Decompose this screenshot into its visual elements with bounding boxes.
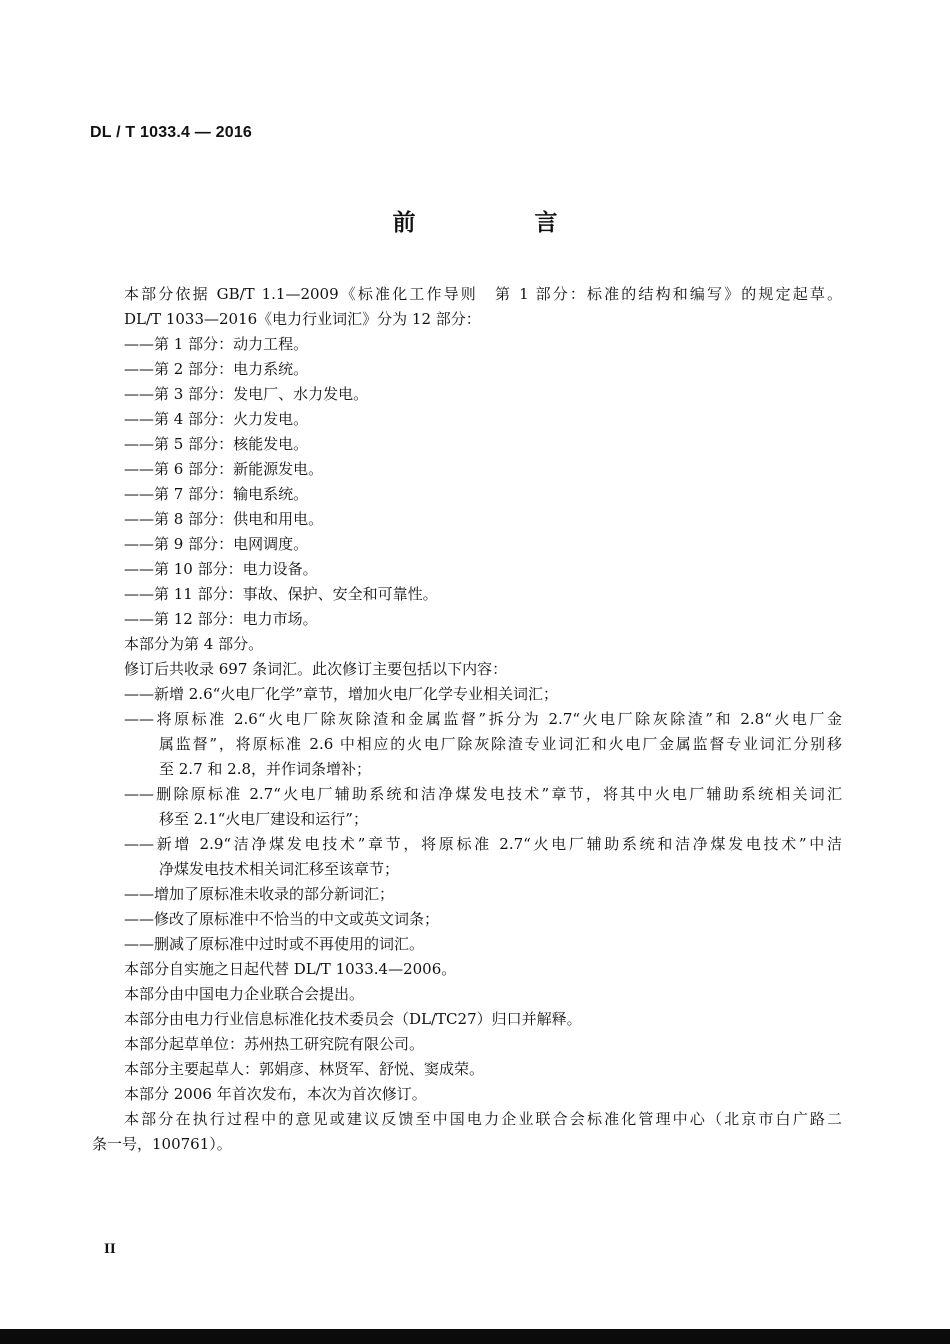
text-line: ——第 9 部分：电网调度。 — [124, 535, 309, 553]
text-line: ——第 11 部分：事故、保护、安全和可靠性。 — [124, 585, 438, 603]
page-title: 前 言 — [392, 210, 606, 236]
text-line: 至 2.7 和 2.8，并作词条增补； — [159, 760, 372, 778]
foreword-body — [92, 282, 842, 1157]
text-line: ——删除原标准 2.7“火电厂辅助系统和洁净煤发电技术”章节，将其中火电厂辅助系统相关词汇 — [124, 785, 842, 803]
text-line: ——新增 2.9“洁净煤发电技术”章节，将原标准 2.7“火电厂辅助系统和洁净煤发电技术”中洁 — [124, 835, 842, 853]
text-line: ——将原标准 2.6“火电厂除灰除渣和金属监督”拆分为 2.7“火电厂除灰除渣”和 2.8“火电厂金 — [124, 710, 842, 728]
text-line: 属监督”，将原标准 2.6 中相应的火电厂除灰除渣专业词汇和火电厂金属监督专业词汇分别移 — [159, 735, 842, 753]
text-line: ——第 1 部分：动力工程。 — [124, 335, 309, 353]
text-line: ——增加了原标准未收录的部分新词汇； — [124, 885, 395, 903]
text-line: ——修改了原标准中不恰当的中文或英文词条； — [124, 910, 440, 928]
bottom-rule — [0, 1329, 950, 1344]
text-line: ——删减了原标准中过时或不再使用的词汇。 — [124, 935, 425, 953]
text-line: ——第 5 部分：核能发电。 — [124, 435, 309, 453]
text-line: 本部分由中国电力企业联合会提出。 — [124, 985, 365, 1003]
page-number: II — [104, 1241, 116, 1257]
text-line: 本部分依据 GB/T 1.1—2009《标准化工作导则 第 1 部分：标准的结构和编写》的规定起草。 — [124, 285, 842, 303]
text-line: 本部分在执行过程中的意见或建议反馈至中国电力企业联合会标准化管理中心（北京市白广路二 — [124, 1110, 842, 1128]
text-line: ——第 7 部分：输电系统。 — [124, 485, 309, 503]
text-line: ——第 6 部分：新能源发电。 — [124, 460, 324, 478]
text-line: 条一号，100761）。 — [92, 1135, 232, 1153]
text-line: 移至 2.1“火电厂建设和运行”； — [159, 810, 368, 828]
text-line: 本部分 2006 年首次发布，本次为首次修订。 — [124, 1085, 427, 1103]
text-line: 净煤发电技术相关词汇移至该章节； — [159, 860, 400, 878]
text-line: ——第 10 部分：电力设备。 — [124, 560, 318, 578]
text-line: 修订后共收录 697 条词汇。此次修订主要包括以下内容： — [124, 660, 508, 678]
text-line: 本部分主要起草人：郭娟彦、林贤军、舒悦、窦成荣。 — [124, 1060, 485, 1078]
text-line: ——新增 2.6“火电厂化学”章节，增加火电厂化学专业相关词汇； — [124, 685, 558, 703]
text-line: 本部分为第 4 部分。 — [124, 635, 264, 653]
text-line: 本部分自实施之日起代替 DL/T 1033.4—2006。 — [124, 960, 457, 978]
text-line: 本部分由电力行业信息标准化技术委员会（DL/TC27）归口并解释。 — [124, 1010, 582, 1028]
text-line: 本部分起草单位：苏州热工研究院有限公司。 — [124, 1035, 425, 1053]
text-line: ——第 2 部分：电力系统。 — [124, 360, 309, 378]
text-line: ——第 4 部分：火力发电。 — [124, 410, 309, 428]
text-line: ——第 3 部分：发电厂、水力发电。 — [124, 385, 369, 403]
standard-code: DL / T 1033.4 — 2016 — [90, 124, 253, 141]
text-line: DL/T 1033—2016《电力行业词汇》分为 12 部分： — [124, 310, 481, 328]
text-line: ——第 12 部分：电力市场。 — [124, 610, 318, 628]
text-line: ——第 8 部分：供电和用电。 — [124, 510, 324, 528]
